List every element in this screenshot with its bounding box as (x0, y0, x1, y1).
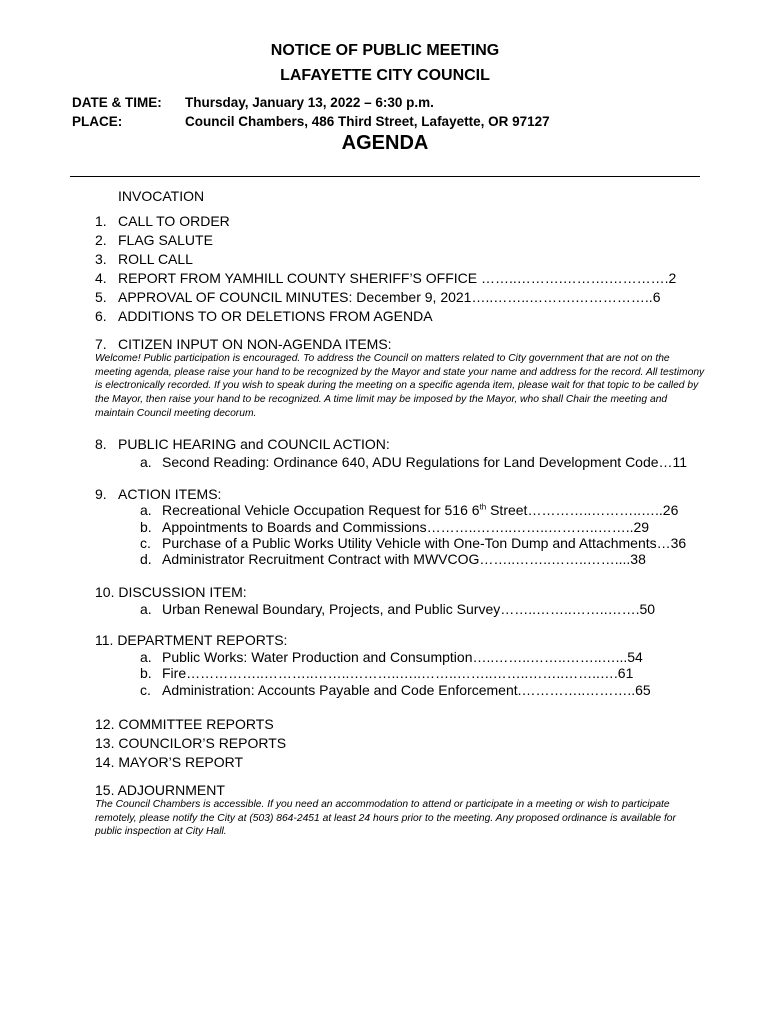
item-text: PUBLIC HEARING and COUNCIL ACTION: (118, 436, 390, 452)
agenda-item (95, 251, 193, 267)
agenda-item-mayor-report: 14. MAYOR’S REPORT (95, 754, 244, 770)
council-title: LAFAYETTE CITY COUNCIL (280, 67, 490, 84)
sub-letter: a. (140, 601, 152, 617)
agenda-item-citizen-input (95, 336, 392, 352)
notice-title: NOTICE OF PUBLIC MEETING (270, 42, 500, 59)
agenda-item-committee-reports: 12. COMMITTEE REPORTS (95, 716, 274, 732)
sub-item (140, 551, 646, 567)
sub-text: Fire……………..………..……..………..…..……..……..……..……..……..….61 (162, 665, 634, 681)
item-number: 4. (95, 270, 107, 286)
date-value: Thursday, January 13, 2022 – 6:30 p.m. (185, 95, 434, 110)
item-text: CALL TO ORDER (118, 213, 230, 229)
agenda-item-action-items (95, 486, 221, 502)
item-text: APPROVAL OF COUNCIL MINUTES: December 9, 2021…..……..……….……………..6 (118, 289, 661, 305)
sub-item (140, 665, 633, 681)
item-number: 5. (95, 289, 107, 305)
item-number: 6. (95, 308, 107, 324)
accessibility-note: The Council Chambers is accessible. If you need an accommodation to attend or participate in a meeting or wish to participate remotely, please notify the City at (503) 864-2451 at least 24 hours prior to the meeting. Any proposed ordinance is available for public inspection at City Hall. (95, 799, 676, 838)
sub-letter: c. (140, 682, 151, 698)
sub-text-end: Street…………..………..…..26 (486, 502, 679, 518)
agenda-item (95, 232, 213, 248)
sub-item (140, 649, 643, 665)
item-text: ADDITIONS TO OR DELETIONS FROM AGENDA (118, 308, 433, 324)
sub-text: Recreational Vehicle Occupation Request for 516 6 (162, 502, 480, 518)
sub-item (140, 535, 686, 551)
item-text: ROLL CALL (118, 251, 193, 267)
sub-text: Administration: Accounts Payable and Code Enforcement.…………..………..65 (162, 682, 651, 698)
sub-text: Appointments to Boards and Commissions………..……..……..………..……..29 (162, 519, 650, 535)
citizen-input-note: Welcome! Public participation is encouraged. To address the Council on matters related to City government that are not on the meeting agenda, please raise your hand to be recognized by the Mayor and state your name and address for the record. All testimony is electronically recorded. If you wish to speak during the meeting on a specific agenda item, please wait for that topic to be called by the Mayor, then raise your hand to be recognized. A time limit may be imposed by the Mayor, who shall Chair the meeting and maintain Council meeting decorum. (95, 353, 705, 419)
agenda-item-department-reports: 11. DEPARTMENT REPORTS: (95, 632, 288, 648)
sub-item (140, 502, 678, 518)
sub-text: Urban Renewal Boundary, Projects, and Public Survey……..……..……..…….50 (162, 601, 656, 617)
invocation: INVOCATION (118, 188, 205, 204)
agenda-item (95, 213, 230, 229)
agenda-heading: AGENDA (341, 132, 429, 154)
item-text: ACTION ITEMS: (118, 486, 222, 502)
header-divider (70, 176, 700, 177)
ordinal-suffix: th (479, 502, 487, 512)
item-number: 2. (95, 232, 107, 248)
sub-item (140, 454, 687, 470)
sub-letter: c. (140, 535, 151, 551)
item-text: REPORT FROM YAMHILL COUNTY SHERIFF’S OFFICE ……..……….……….………….2 (118, 270, 677, 286)
sub-item (140, 519, 649, 535)
sub-text: Administrator Recruitment Contract with MWVCOG……..……..……..……....38 (162, 551, 646, 567)
sub-letter: a. (140, 649, 152, 665)
sub-letter: a. (140, 502, 152, 518)
agenda-item-public-hearing (95, 436, 390, 452)
sub-letter: d. (140, 551, 152, 567)
item-number: 7. (95, 336, 107, 352)
sub-item (140, 682, 651, 698)
place-value: Council Chambers, 486 Third Street, Lafayette, OR 97127 (185, 114, 550, 129)
agenda-item-adjournment: 15. ADJOURNMENT (95, 782, 225, 798)
item-text: FLAG SALUTE (118, 232, 213, 248)
agenda-item-councilor-reports: 13. COUNCILOR’S REPORTS (95, 735, 287, 751)
agenda-item (95, 289, 661, 305)
item-number: 1. (95, 213, 107, 229)
sub-text: Second Reading: Ordinance 640, ADU Regulations for Land Development Code…11 (162, 454, 688, 470)
place-label: PLACE: (72, 114, 123, 129)
agenda-item (95, 308, 433, 324)
date-label: DATE & TIME: (72, 95, 162, 110)
sub-item (140, 601, 655, 617)
sub-letter: b. (140, 665, 152, 681)
item-text: CITIZEN INPUT ON NON-AGENDA ITEMS: (118, 336, 392, 352)
agenda-item-discussion: 10. DISCUSSION ITEM: (95, 584, 247, 600)
item-number: 9. (95, 486, 107, 502)
sub-letter: a. (140, 454, 152, 470)
sub-text: Public Works: Water Production and Consumption…..……..……..……..…...54 (162, 649, 643, 665)
sub-letter: b. (140, 519, 152, 535)
item-number: 8. (95, 436, 107, 452)
sub-text: Purchase of a Public Works Utility Vehicle with One-Ton Dump and Attachments…36 (162, 535, 687, 551)
item-number: 3. (95, 251, 107, 267)
agenda-item (95, 270, 676, 286)
